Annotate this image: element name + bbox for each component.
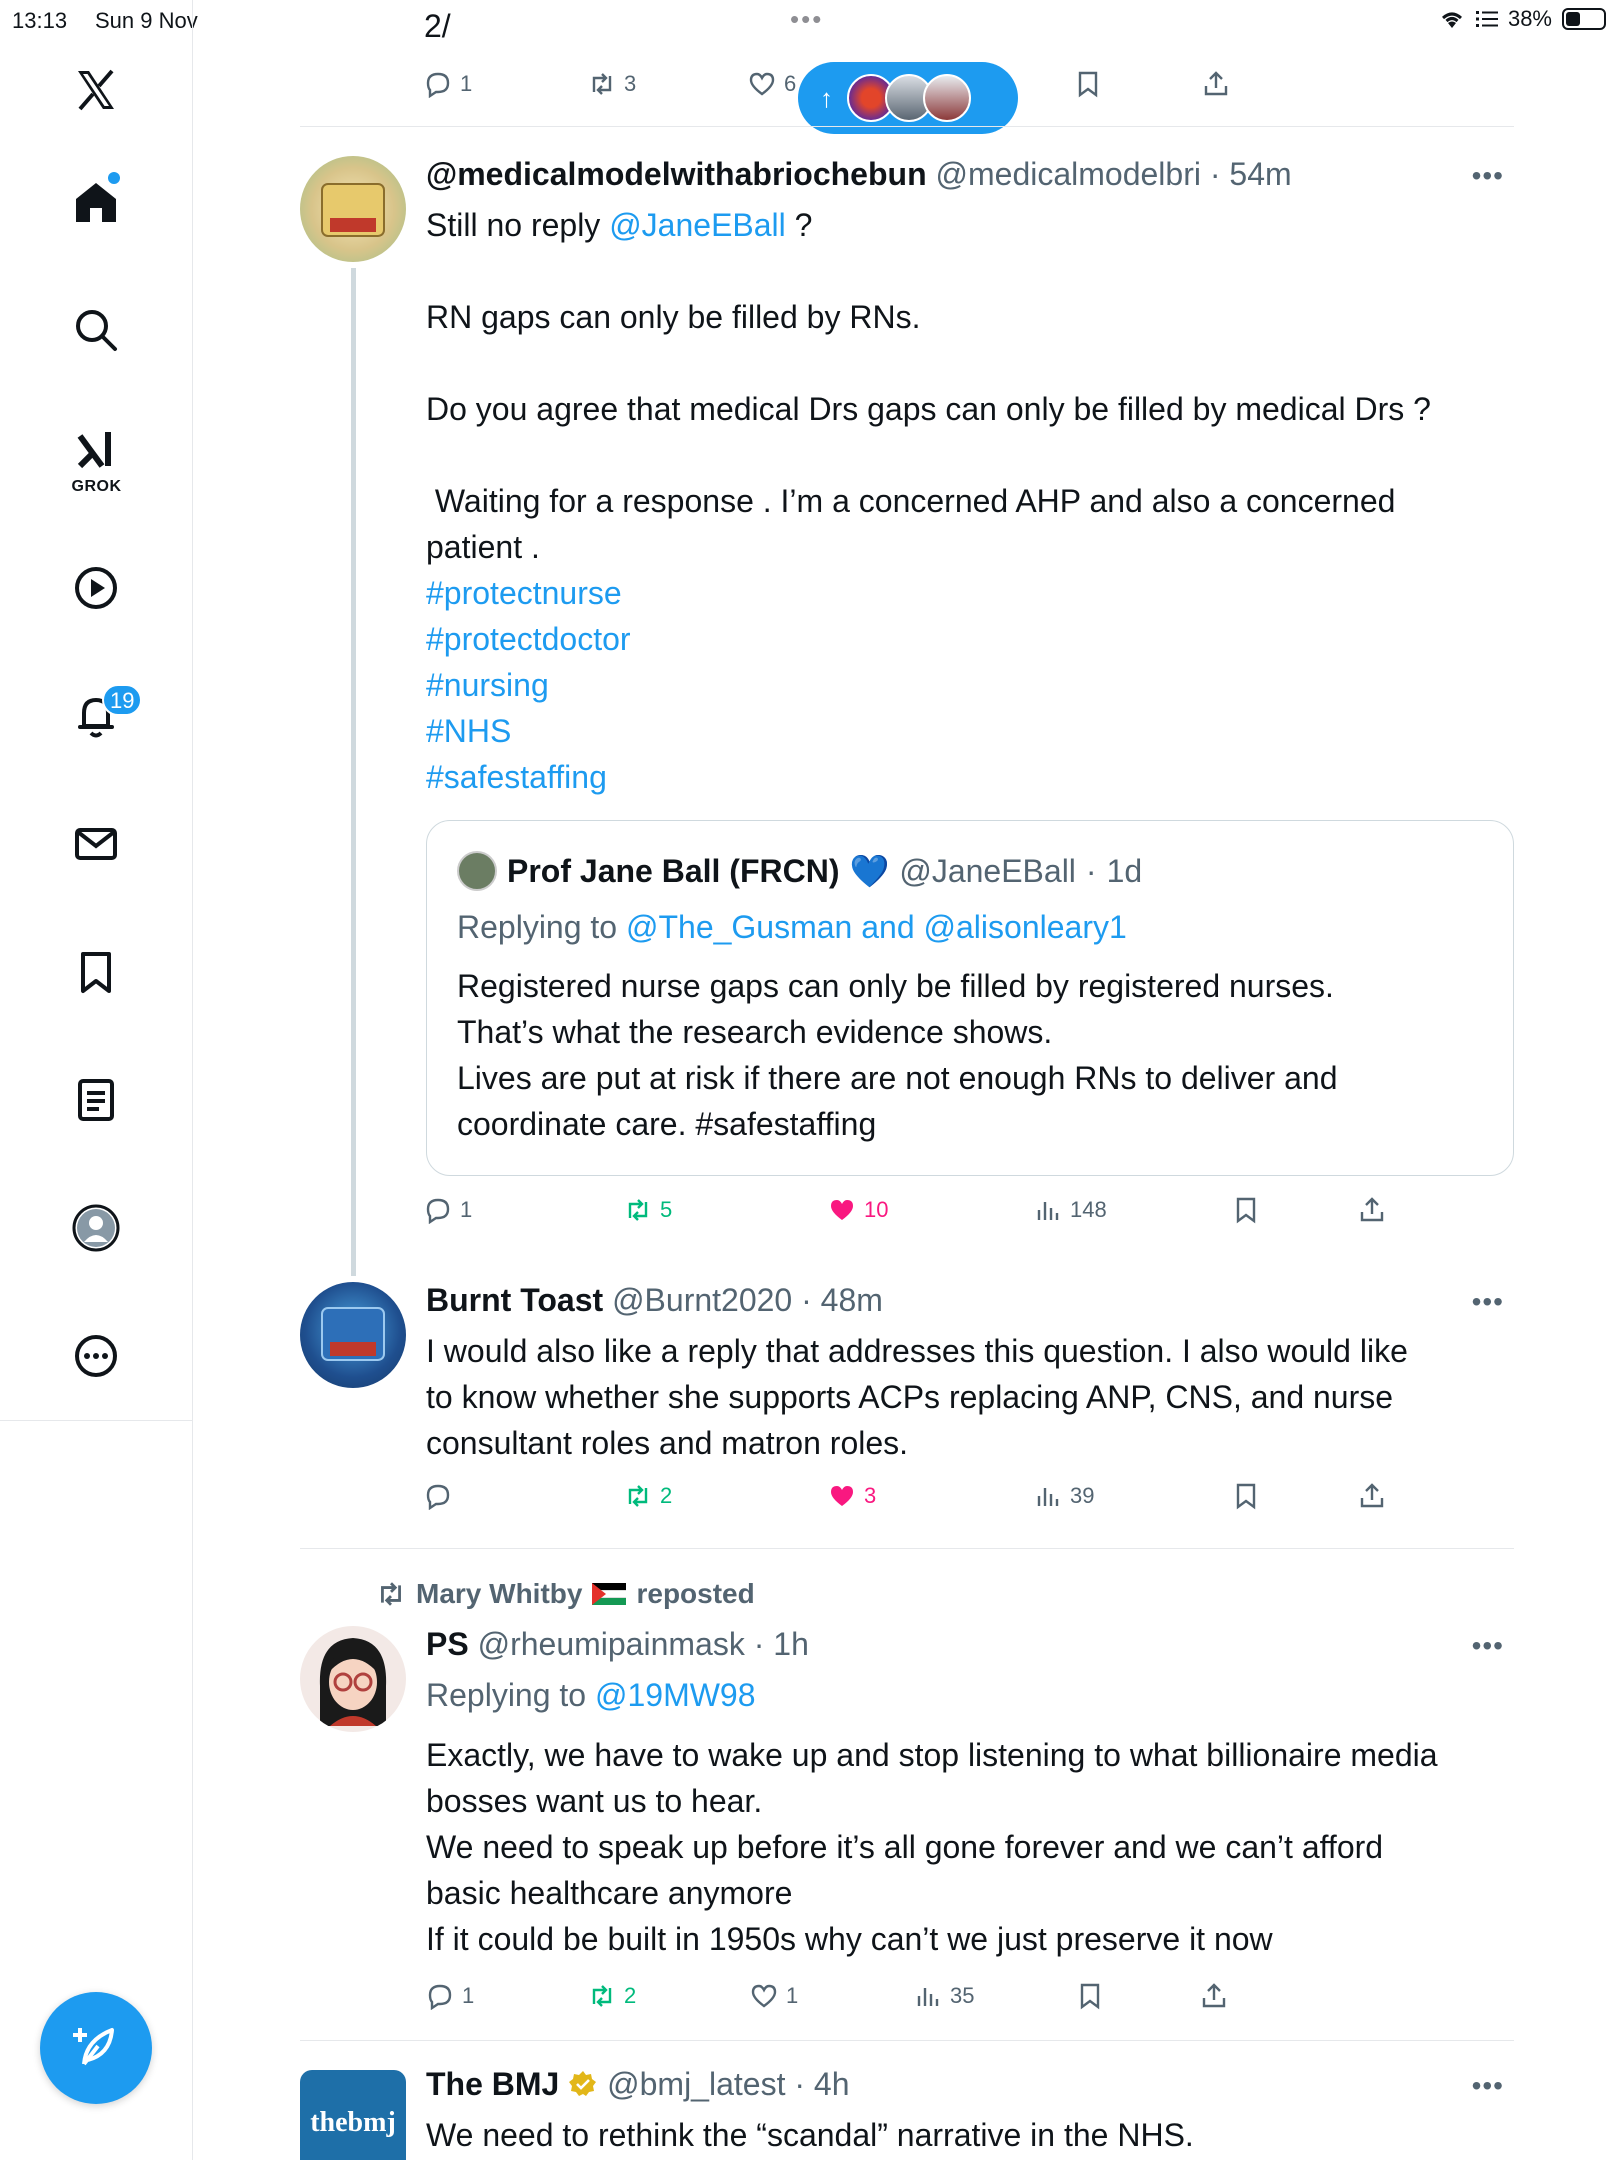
quoted-text (457, 963, 1487, 1147)
tweet[interactable] (300, 156, 1514, 1256)
tweet-actions (424, 1482, 1424, 1516)
views-button[interactable] (1034, 1482, 1094, 1510)
previous-tweet-text: 2/ (424, 8, 451, 44)
like-button[interactable] (828, 1196, 888, 1224)
reply-icon (424, 70, 452, 98)
quoted-text-line: Registered nurse gaps can only be filled by registered nurses. (457, 968, 1334, 1004)
quoted-timestamp: 1d (1106, 852, 1143, 889)
mention-link[interactable]: @JaneEBall (609, 207, 786, 243)
x-logo-icon[interactable] (64, 58, 128, 122)
tweet-text: Exactly, we have to wake up and stop listening to what billionaire media (426, 1737, 1438, 1773)
like-count: 6 (784, 71, 797, 96)
bookmark-icon (1232, 1196, 1260, 1224)
multitasking-dots[interactable]: ••• (790, 4, 824, 34)
status-date: Sun 9 Nov (95, 8, 198, 33)
thread-line (351, 268, 356, 1276)
repost-indicator (376, 1578, 755, 1610)
repost-button[interactable] (624, 1482, 672, 1510)
reply-button[interactable] (424, 1482, 460, 1510)
repost-button[interactable] (588, 70, 636, 98)
views-icon (914, 1982, 942, 2010)
views-button[interactable] (914, 1982, 974, 2010)
more-options-icon[interactable]: ••• (1471, 2070, 1504, 2101)
replying-to-link[interactable]: @The_Gusman and @alisonleary1 (625, 909, 1127, 945)
share-button[interactable] (1358, 1482, 1386, 1510)
timestamp[interactable]: 48m (820, 1282, 883, 1318)
pill-avatar (923, 74, 971, 122)
tweet[interactable] (300, 1282, 1514, 1542)
display-name[interactable]: @medicalmodelwithabriochebun (426, 156, 927, 192)
tweet-text: Waiting for a response . I’m a concerned AHP and also a concerned patient . (426, 483, 1405, 565)
tweet-text: to know whether she supports ACPs replacing ANP, CNS, and nurse (426, 1379, 1394, 1415)
bookmark-icon (1232, 1482, 1260, 1510)
grok-label: GROK (71, 478, 122, 495)
display-name[interactable]: Burnt Toast (426, 1282, 604, 1318)
home-unread-dot (108, 172, 120, 184)
repost-icon (588, 1982, 616, 2010)
tweet-body (426, 2112, 1511, 2158)
quoted-tweet[interactable] (426, 820, 1514, 1176)
tweet-text: bosses want us to hear. (426, 1783, 763, 1819)
status-bar (0, 0, 1620, 40)
repost-icon (376, 1579, 406, 1609)
verified-badge-icon (568, 2069, 598, 2099)
avatar[interactable] (300, 1626, 406, 1732)
handle[interactable]: @bmj_latest (607, 2066, 786, 2102)
more-options-icon[interactable]: ••• (1471, 1630, 1504, 1661)
avatar[interactable] (300, 156, 406, 262)
timestamp[interactable]: 54m (1229, 156, 1292, 192)
heart-icon (750, 1982, 778, 2010)
share-icon (1200, 1982, 1228, 2010)
views-icon (1034, 1196, 1062, 1224)
sidebar (0, 0, 193, 2160)
tweet-actions (424, 1196, 1424, 1230)
tweet[interactable] (300, 1578, 1514, 2018)
views-icon (1034, 1482, 1062, 1510)
views-count: 148 (1070, 1197, 1107, 1222)
replying-to (426, 1672, 1511, 1718)
quoted-avatar (457, 851, 497, 891)
like-button[interactable] (828, 1482, 876, 1510)
reply-count: 1 (460, 71, 473, 96)
tweet-divider (300, 1548, 1514, 1549)
handle[interactable]: @rheumipainmask (477, 1626, 745, 1662)
compose-icon (68, 2020, 124, 2076)
quoted-text-line: That’s what the research evidence shows. (457, 1014, 1053, 1050)
tweet-text: basic healthcare anymore (426, 1875, 793, 1911)
repost-button[interactable] (588, 1982, 636, 2010)
repost-count: 5 (660, 1197, 673, 1222)
separator: · (1085, 852, 1097, 889)
bookmark-button[interactable] (1076, 1982, 1104, 2010)
compose-button[interactable] (40, 1992, 152, 2104)
heart-filled-icon (828, 1482, 856, 1510)
more-options-icon[interactable]: ••• (1471, 1286, 1504, 1317)
timestamp[interactable]: 1h (773, 1626, 809, 1662)
tweet-actions (426, 1982, 1426, 2016)
share-button[interactable] (1200, 1982, 1228, 2010)
video-icon[interactable] (64, 556, 128, 620)
more-options-icon[interactable]: ••• (1471, 160, 1504, 191)
tweet-text: Do you agree that medical Drs gaps can only be filled by medical Drs ? (426, 391, 1431, 427)
tweet[interactable] (300, 2066, 1514, 2160)
tweet-text: If it could be built in 1950s why can’t we just preserve it now (426, 1921, 1273, 1957)
share-icon (1358, 1482, 1386, 1510)
new-posts-pill[interactable] (798, 62, 1018, 134)
share-icon (1358, 1196, 1386, 1224)
share-button[interactable] (1358, 1196, 1386, 1224)
reply-count: 1 (462, 1983, 475, 2008)
like-button[interactable] (748, 70, 796, 98)
sidebar-divider (0, 1420, 193, 1421)
reply-icon (424, 1482, 452, 1510)
quoted-handle: @JaneEBall (899, 852, 1076, 889)
tweet-header (426, 2066, 849, 2103)
palestine-flag-icon (592, 1583, 626, 1605)
views-count: 35 (950, 1983, 975, 2008)
views-count: 39 (1070, 1483, 1095, 1508)
tweet-header (426, 1282, 883, 1319)
separator: · (744, 1626, 774, 1662)
search-icon[interactable] (64, 298, 128, 362)
tweet-header (426, 1626, 809, 1663)
handle[interactable]: @medicalmodelbri (935, 156, 1201, 192)
grok-icon[interactable] (64, 418, 128, 482)
like-count: 3 (864, 1483, 877, 1508)
display-name[interactable]: The BMJ (426, 2066, 560, 2102)
tweet-line (426, 202, 1511, 248)
tweet-body (426, 1732, 1511, 1962)
tweet-text: RN gaps can only be filled by RNs. (426, 299, 921, 335)
wifi-icon (1438, 8, 1466, 30)
separator: · (1200, 156, 1230, 192)
reply-icon (424, 1196, 452, 1224)
separator: · (785, 2066, 814, 2102)
handle[interactable]: @Burnt2020 (612, 1282, 793, 1318)
arrow-up-icon: ↑ (820, 82, 833, 113)
tweet-text: We need to speak up before it’s all gone forever and we can’t afford (426, 1829, 1384, 1865)
bookmark-icon (1074, 70, 1102, 98)
like-count: 1 (786, 1983, 799, 2008)
bookmark-button[interactable] (1232, 1196, 1260, 1224)
separator: · (792, 1282, 821, 1318)
hashtag-link[interactable]: #nursing (426, 667, 549, 703)
messages-icon[interactable] (64, 812, 128, 876)
quoted-text-line: coordinate care. #safestaffing (457, 1106, 877, 1142)
battery-level (1566, 12, 1580, 26)
heart-filled-icon (828, 1196, 856, 1224)
tweet-body (426, 202, 1511, 800)
timestamp[interactable]: 4h (813, 2066, 850, 2102)
bmj-logo: thebmj (310, 2107, 396, 2138)
quoted-text-line: Lives are put at risk if there are not enough RNs to deliver and (457, 1060, 1338, 1096)
heart-icon (748, 70, 776, 98)
tweet-header (426, 156, 1292, 193)
repost-count: 3 (624, 71, 637, 96)
quoted-replying-to (457, 909, 1127, 946)
avatar[interactable] (300, 2070, 406, 2160)
notification-badge: 19 (102, 684, 142, 716)
avatar[interactable] (300, 1282, 406, 1388)
more-menu-icon[interactable] (64, 1324, 128, 1388)
quoted-display-name: Prof Jane Ball (FRCN) (507, 852, 840, 889)
battery-icon (1562, 8, 1606, 30)
reply-icon (426, 1982, 454, 2010)
repost-label: reposted (636, 1578, 755, 1609)
list-icon (1476, 9, 1498, 29)
bookmarks-icon[interactable] (64, 940, 128, 1004)
bookmark-button[interactable] (1074, 70, 1102, 98)
quoted-tweet-header (457, 851, 1142, 891)
lists-icon[interactable] (64, 1068, 128, 1132)
repost-icon (624, 1482, 652, 1510)
blue-heart-emoji: 💙 (849, 853, 890, 889)
tweet-text: ? (785, 207, 813, 243)
hashtag-link[interactable]: #safestaffing (426, 759, 607, 795)
display-name[interactable]: PS (426, 1626, 469, 1662)
tweet-divider (300, 2040, 1514, 2041)
reposter-name[interactable]: Mary Whitby (416, 1578, 583, 1609)
replying-prefix: Replying to (457, 909, 626, 945)
replying-prefix: Replying to (426, 1677, 595, 1713)
tweet-text: I would also like a reply that addresses this question. I also would like (426, 1333, 1408, 1369)
status-right (1438, 6, 1606, 32)
battery-percent: 38% (1507, 6, 1552, 31)
bookmark-button[interactable] (1232, 1482, 1260, 1510)
reply-button[interactable] (426, 1982, 474, 2010)
status-time: 13:13 (12, 8, 68, 33)
profile-icon[interactable] (64, 1196, 128, 1260)
reply-button[interactable] (424, 70, 472, 98)
hashtag-link[interactable]: #NHS (426, 713, 512, 749)
reply-count: 1 (460, 1197, 473, 1222)
tweet-body (426, 1328, 1511, 1466)
views-button[interactable] (1034, 1196, 1107, 1224)
bookmark-icon (1076, 1982, 1104, 2010)
like-button[interactable] (750, 1982, 798, 2010)
hashtag-link[interactable]: #protectdoctor (426, 621, 631, 657)
repost-icon (588, 70, 616, 98)
like-count: 10 (864, 1197, 889, 1222)
tweet-text: Still no reply (426, 207, 610, 243)
repost-icon (624, 1196, 652, 1224)
replying-to-link[interactable]: @19MW98 (594, 1677, 756, 1713)
share-icon (1202, 70, 1230, 98)
tweet-text: consultant roles and matron roles. (426, 1425, 909, 1461)
hashtag-link[interactable]: #protectnurse (426, 575, 622, 611)
repost-count: 2 (660, 1483, 673, 1508)
tweet-divider (300, 126, 1514, 127)
repost-count: 2 (624, 1983, 637, 2008)
repost-button[interactable] (624, 1196, 672, 1224)
share-button[interactable] (1202, 70, 1230, 98)
reply-button[interactable] (424, 1196, 472, 1224)
tweet-text: We need to rethink the “scandal” narrative in the NHS. (426, 2117, 1194, 2153)
